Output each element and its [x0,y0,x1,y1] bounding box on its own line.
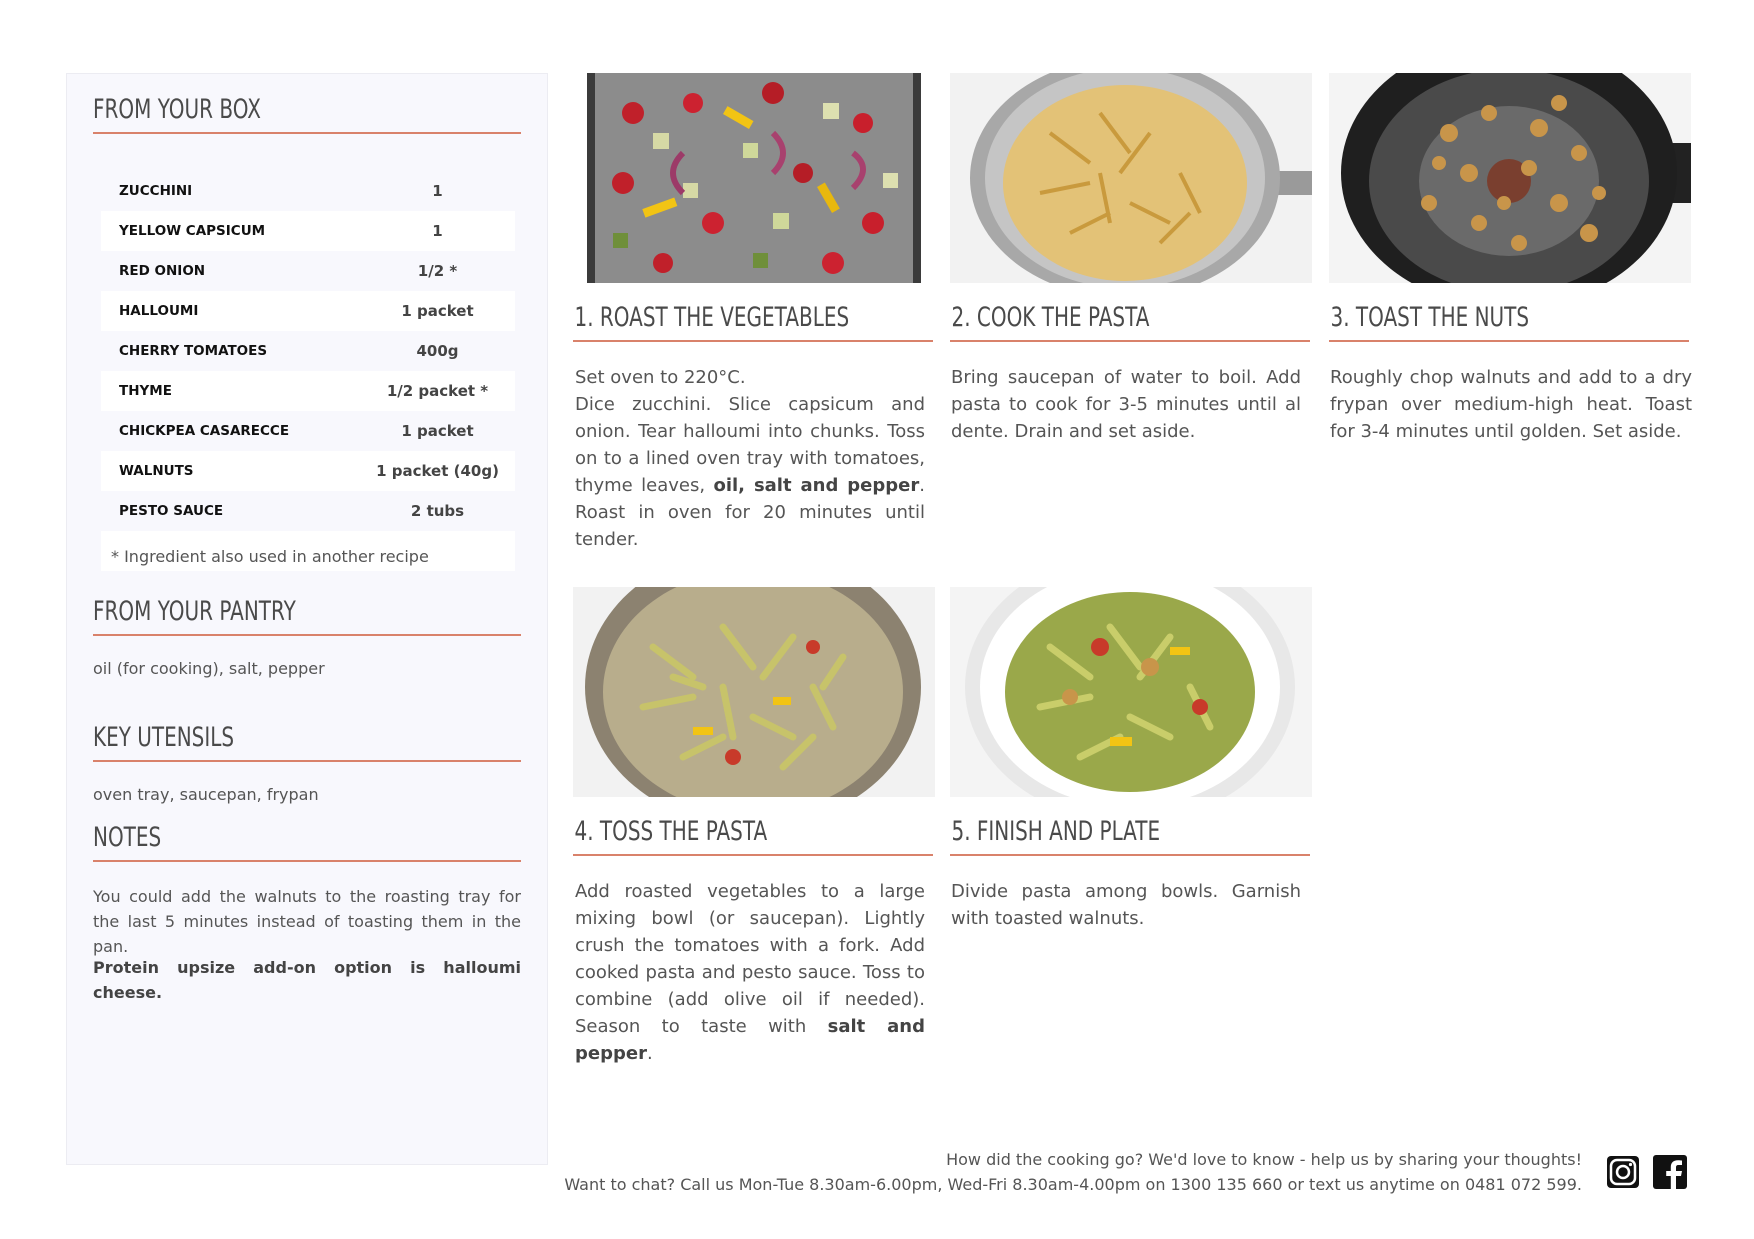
finish-plate-photo [950,587,1312,797]
table-row: CHERRY TOMATOES 400g [119,342,459,360]
table-row: CHICKPEA CASARECCE 1 packet [119,422,474,440]
step-4-text: Add roasted vegetables to a large mixing bowl (or saucepan). Lightly crush the tomatoes with a fork. Add cooked pasta and pesto sauce. Toss to combine (add olive oil if needed). Season to taste with salt and pepper. [575,881,926,1064]
table-row: RED ONION 1/2 * [119,262,458,280]
step-4-heading: 4. TOSS THE PASTA [573,816,933,856]
utensils-text: oven tray, saucepan, frypan [93,785,319,804]
facebook-icon[interactable] [1652,1154,1688,1190]
toss-pasta-photo [573,587,935,797]
table-row: THYME 1/2 packet * [101,371,515,411]
toast-nuts-photo [1329,73,1691,283]
step-5-text: Divide pasta among bowls. Garnish with toasted walnuts. [951,881,1301,929]
table-row: ZUCCHINI 1 [119,182,443,200]
step-5-heading: 5. FINISH AND PLATE [950,816,1310,856]
step-2-heading: 2. COOK THE PASTA [950,302,1310,342]
cook-pasta-photo [950,73,1312,283]
utensils-heading: KEY UTENSILS [93,722,521,762]
table-row: WALNUTS 1 packet (40g) [101,451,515,491]
notes-heading: NOTES [93,822,521,862]
table-row: HALLOUMI 1 packet [101,291,515,331]
table-row: YELLOW CAPSICUM 1 [101,211,515,251]
ingredients-table [101,171,515,571]
ingredient-footnote: * Ingredient also used in another recipe [111,547,429,566]
notes-text: You could add the walnuts to the roasting tray for the last 5 minutes instead of toasting them in the pan. [93,887,521,956]
step-3-heading: 3. TOAST THE NUTS [1329,302,1689,342]
roast-vegetables-photo [573,73,935,283]
ingredients-panel [66,73,548,1165]
step-1-text: Set oven to 220°C. Dice zucchini. Slice capsicum and onion. Tear halloumi into chunks. Toss on to a lined oven tray with tomatoes, thyme leaves, oil, salt and pepper. Roast in oven for 20 minutes until tender. [575,367,925,550]
step-2-text: Bring saucepan of water to boil. Add pasta to cook for 3-5 minutes until al dente. Drain and set aside. [951,367,1301,442]
pantry-text: oil (for cooking), salt, pepper [93,659,325,678]
table-row: PESTO SAUCE 2 tubs [119,502,465,520]
pantry-heading: FROM YOUR PANTRY [93,596,521,636]
contact-text: Want to chat? Call us Mon-Tue 8.30am-6.00pm, Wed-Fri 8.30am-4.00pm on 1300 135 660 or text us anytime on 0481 072 599. [564,1175,1582,1194]
feedback-text: How did the cooking go? We'd love to know - help us by sharing your thoughts! [946,1150,1582,1169]
from-box-heading: FROM YOUR BOX [93,94,521,134]
step-3-text: Roughly chop walnuts and add to a dry frypan over medium-high heat. Toast for 3-4 minutes until golden. Set aside. [1330,367,1692,442]
step-1-heading: 1. ROAST THE VEGETABLES [573,302,933,342]
instagram-icon[interactable] [1605,1154,1641,1190]
notes-protein-text: Protein upsize add-on option is halloumi cheese. [93,958,521,1002]
